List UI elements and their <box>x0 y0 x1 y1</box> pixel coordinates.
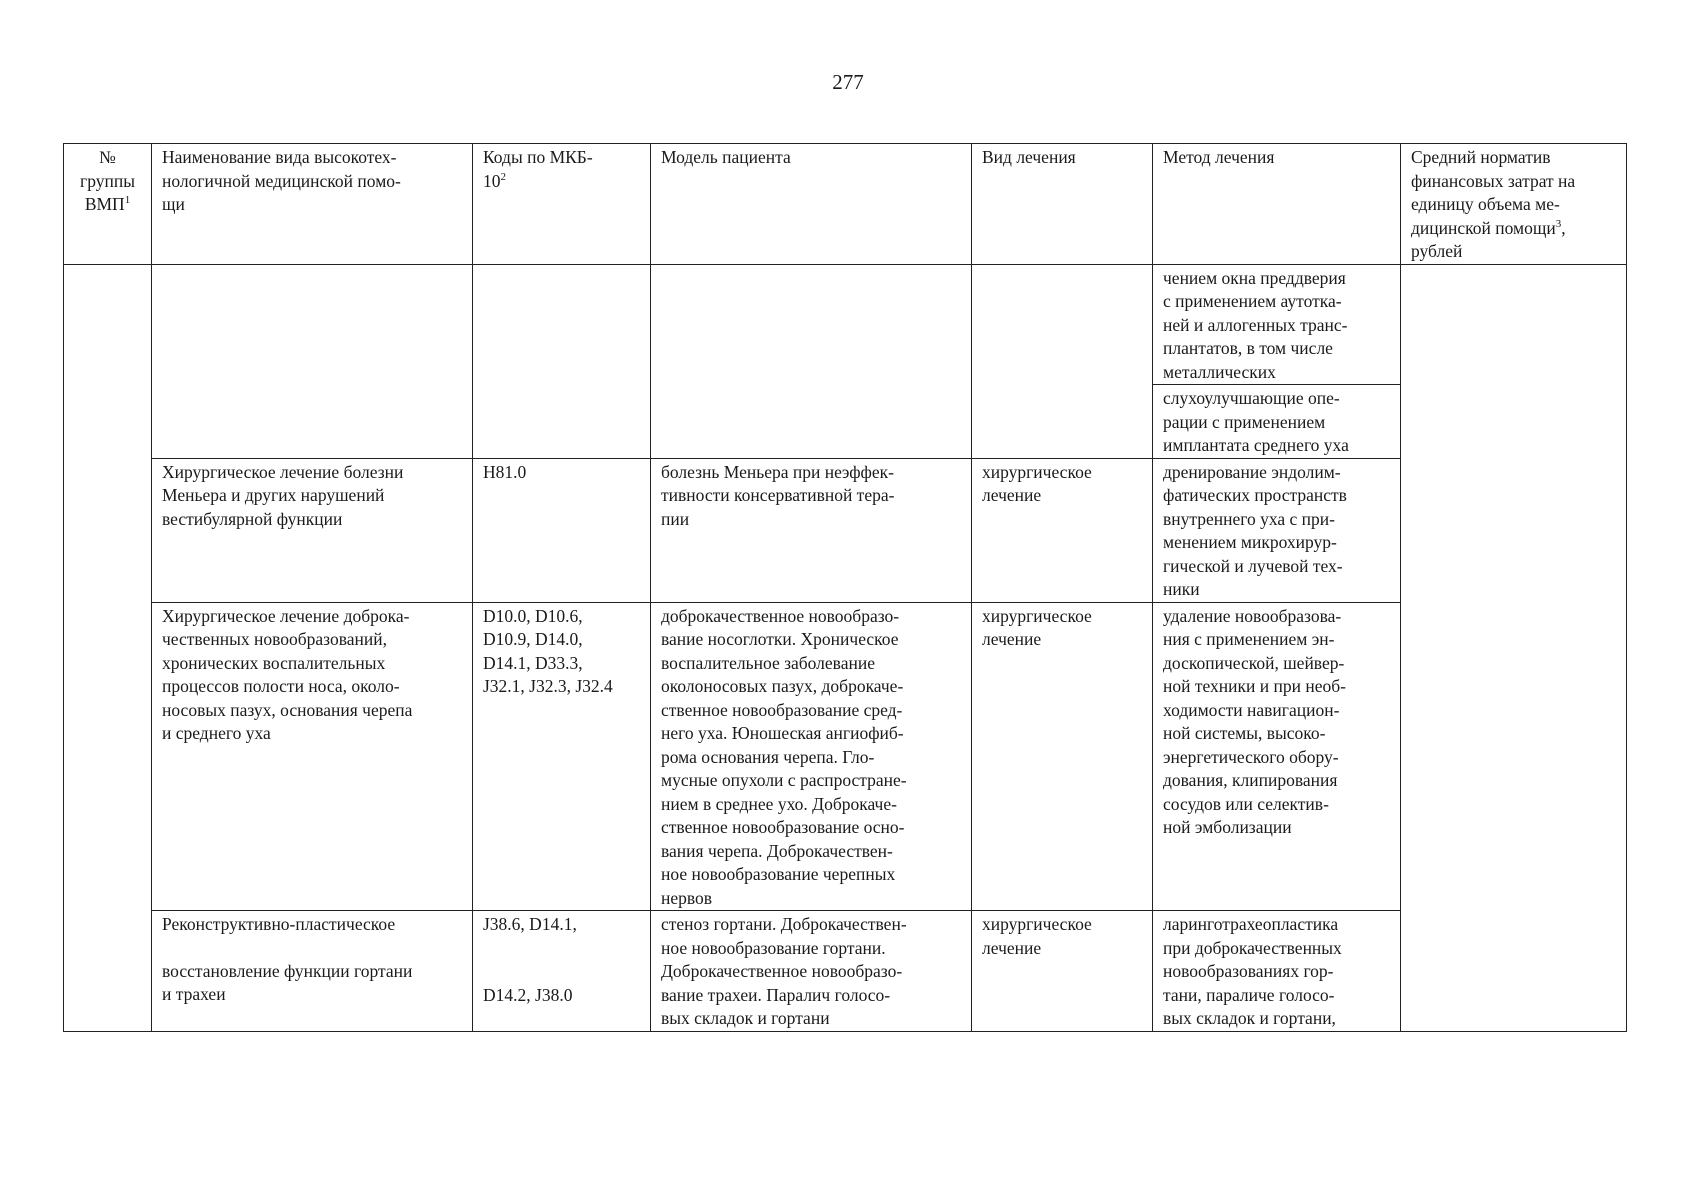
model-cell: болезнь Меньера при неэффек- тивности консервативной тера- пии <box>651 458 972 602</box>
treatment-type-cell: хирургическое лечение <box>972 602 1153 911</box>
method-cell: слухоулучшающие опе- рации с применением имплантата среднего уха <box>1153 385 1401 459</box>
table-row <box>64 911 1627 1032</box>
header-icd-codes: Коды по МКБ- $10^2$ <box>473 144 651 265</box>
treatment-type-cell: хирургическое лечение <box>972 458 1153 602</box>
codes-line-a: J38.6, D14.1, <box>483 914 577 934</box>
model-cell: стеноз гортани. Доброкачествен- ное новообразование гортани. Доброкачественное новообразо- вание трахеи. Паралич голосо- вых складок и гортани <box>651 911 972 1032</box>
codes-line-b: D14.2, J38.0 <box>483 984 573 1005</box>
treatment-type-cell: хирургическое лечение <box>972 911 1153 1032</box>
codes-cell <box>473 264 651 458</box>
method-cell: ларинготрахеопластика при доброкачественных новообразованиях гор- тани, параличе голосо- вых складок и гортани, <box>1153 911 1401 1032</box>
header-treatment-type: Вид лечения <box>972 144 1153 265</box>
method-cell: дренирование эндолим- фатических пространств внутреннего уха с при- менением микрохирур- гической и лучевой тех- ники <box>1153 458 1401 602</box>
group-number-cell <box>64 264 152 1031</box>
name-line-a: Реконструктивно-пластическое <box>162 914 396 934</box>
header-name: Наименование вида высокотех- нологичной медицинской помо- щи <box>152 144 473 265</box>
name-cell <box>152 911 473 1032</box>
table-header-row <box>64 144 1627 265</box>
name-line-b: восстановление функции гортани и трахеи <box>162 960 413 1004</box>
cost-cell <box>1401 264 1627 1031</box>
codes-cell: H81.0 <box>473 458 651 602</box>
codes-cell <box>473 911 651 1032</box>
header-group-number: № группы ВМП$^1$ <box>64 144 152 265</box>
method-cell: удаление новообразова- ния с применением эн- доскопической, шейвер- ной техники и при необ- ходимости навигацион- ной системы, высоко- энергетического обору- дования, клипирования сосудов или селектив- ной эмболизации <box>1153 602 1401 911</box>
table-row <box>64 602 1627 911</box>
name-cell: Хирургическое лечение доброка- чественных новообразований, хронических воспалительных процессов полости носа, около- носовых пазух, основания черепа и среднего уха <box>152 602 473 911</box>
vmp-table <box>63 143 1627 1032</box>
table-row <box>64 458 1627 602</box>
method-cell: чением окна преддверия с применением аутотка- ней и аллогенных транс- плантатов, в том числе металлических <box>1153 264 1401 385</box>
name-cell <box>152 264 473 458</box>
codes-cell: D10.0, D10.6, D10.9, D14.0, D14.1, D33.3, J32.1, J32.3, J32.4 <box>473 602 651 911</box>
name-cell: Хирургическое лечение болезни Меньера и других нарушений вестибулярной функции <box>152 458 473 602</box>
treatment-type-cell <box>972 264 1153 458</box>
header-patient-model: Модель пациента <box>651 144 972 265</box>
header-treatment-method: Метод лечения <box>1153 144 1401 265</box>
header-cost-standard: Средний норматив финансовых затрат на единицу объема ме- дицинской помощи$^3$, рублей <box>1401 144 1627 265</box>
model-cell: доброкачественное новообразо- вание носоглотки. Хроническое воспалительное заболевание околоносовых пазух, доброкаче- ственное новообразование сред- него уха. Юношеская ангиофиб- рома основания черепа. Гло- мусные опухоли с распростране- нием в среднее ухо. Доброкаче- ственное новообразование осно- вания черепа. Доброкачествен- ное новообразование черепных нервов <box>651 602 972 911</box>
page-number: 277 <box>832 70 864 94</box>
model-cell <box>651 264 972 458</box>
table-row <box>64 264 1627 385</box>
